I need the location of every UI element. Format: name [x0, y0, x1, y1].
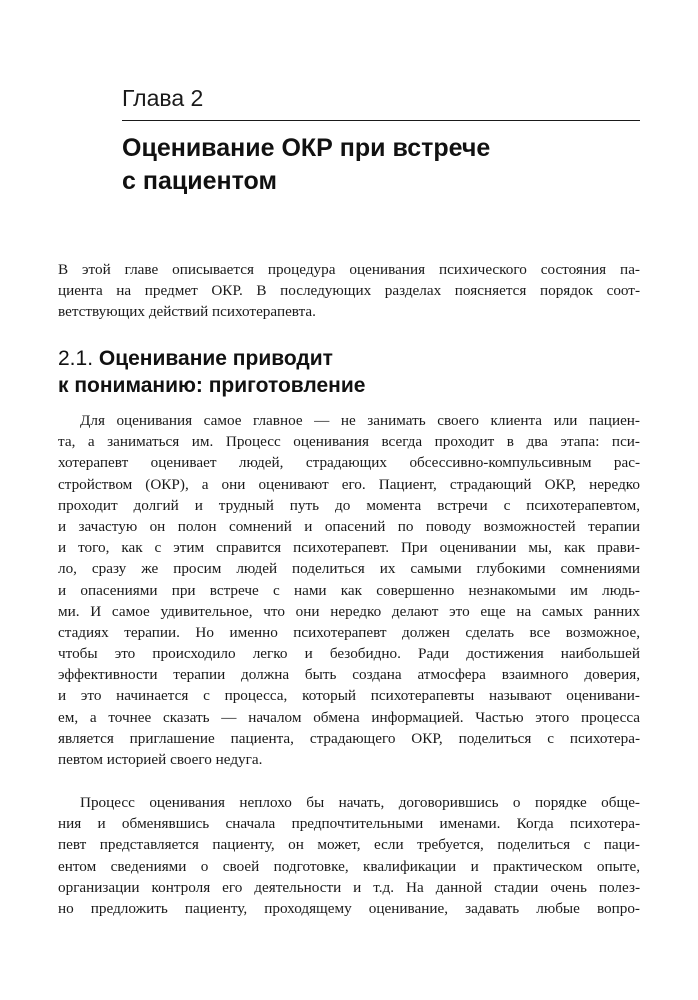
text-line: ентом сведениями о своей подготовке, квалификации и практическом опыте,: [58, 857, 640, 875]
text-line: и опасениями при встрече с нами как совершенно незнакомыми им людь-: [58, 581, 640, 599]
text-line: певт представляется пациенту, он может, если требуется, поделиться с паци-: [58, 836, 640, 854]
text-line: ния и обменявшись сначала предпочтительными именами. Когда психотера-: [58, 815, 640, 833]
text-line: Процесс оценивания неплохо бы начать, договорившись о порядке обще-: [80, 794, 640, 811]
section-heading: [58, 345, 640, 399]
text-line: хотерапевт оценивает людей, страдающих обсессивно-компульсивным рас-: [58, 454, 640, 472]
text-line: ми. И самое удивительное, что они нередко делают это еще на самых ранних: [58, 602, 640, 620]
text-line: стадиях терапии. Но именно психотерапевт должен сделать все возможное,: [58, 623, 640, 641]
section-number: 2.1.: [58, 347, 94, 370]
text-line: эффективности терапии должна быть создана атмосфера взаимного доверия,: [58, 666, 640, 684]
body-paragraph: [58, 792, 640, 919]
text-line: и это начинается с процесса, который психотерапевты называют оценивани-: [58, 687, 640, 705]
text-line: певтом историей своего недуга.: [58, 751, 263, 768]
text-line: и того, как с этим справится психотерапевт. При оценивании мы, как прави-: [58, 539, 640, 557]
text-line: ветствующих действий психотерапевта.: [58, 303, 316, 321]
chapter-title: [122, 132, 640, 198]
section-heading-line: [58, 345, 640, 372]
chapter-title-line: с пациентом: [122, 167, 277, 195]
text-line: и зачастую он полон сомнений и опасений по поводу возможностей терапии: [58, 517, 640, 535]
text-line: В этой главе описывается процедура оценивания психического состояния па-: [58, 261, 640, 278]
text-line: чтобы это происходило легко и безобидно. Ради достижения наибольшей: [58, 645, 640, 663]
text-line: циента на предмет ОКР. В последующих разделах поясняется порядок соот-: [58, 282, 640, 300]
text-line: организации контроля его деятельности и т.д. На данной стадии очень полез-: [58, 878, 640, 896]
chapter-title-line: Оценивание ОКР при встрече: [122, 134, 491, 162]
text-line: ем, а точнее сказать — началом обмена информацией. Частью этого процесса: [58, 708, 640, 726]
text-line: стройством (ОКР), а они оценивают его. Пациент, страдающий ОКР, нередко: [58, 475, 640, 493]
intro-paragraph: [58, 259, 640, 323]
text-line: является приглашение пациента, страдающего ОКР, поделиться с психотера-: [58, 729, 640, 747]
text-line: Для оценивания самое главное — не занимать своего клиента или пациен-: [80, 412, 640, 429]
chapter-label: Глава 2: [122, 85, 204, 111]
section-title-continued: к пониманию: приготовление: [58, 374, 366, 397]
text-line: но предложить пациенту, проходящему оценивание, задавать любые вопро-: [58, 899, 640, 917]
text-line: проходит долгий и трудный путь до момента встречи с психотерапевтом,: [58, 496, 640, 514]
text-line: та, а заниматься им. Процесс оценивания всегда проходит в два этапа: пси-: [58, 433, 640, 451]
body-paragraph: [58, 410, 640, 770]
section-title: Оценивание приводит: [98, 347, 333, 370]
chapter-divider: [122, 120, 640, 121]
text-line: ло, сразу же просим людей поделиться их самыми глубокими сомнениями: [58, 560, 640, 578]
